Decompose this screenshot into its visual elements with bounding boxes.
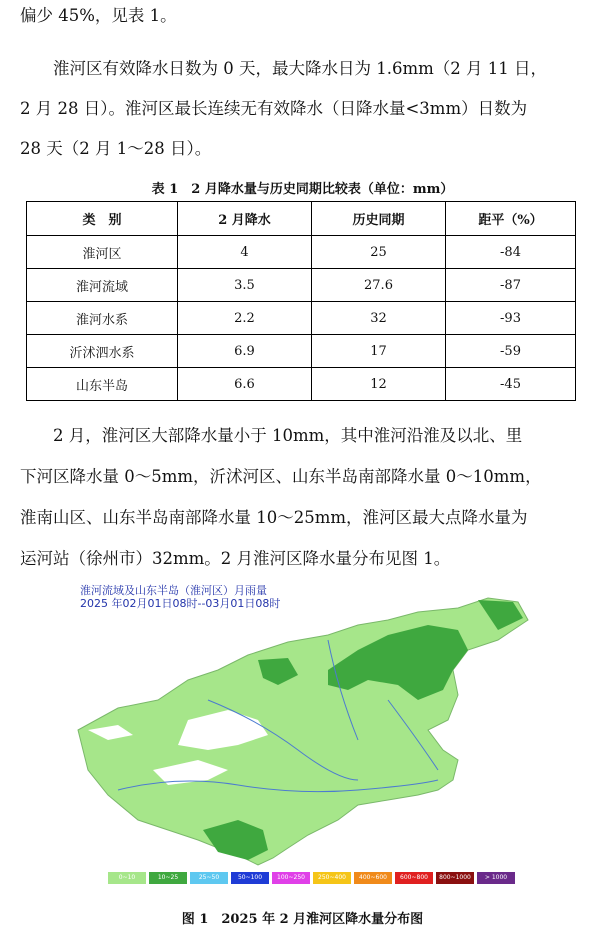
cell: 淮河区 (27, 236, 178, 269)
cell: 沂沭泗水系 (27, 335, 178, 368)
map-title-line1: 淮河流域及山东半岛（淮河区）月雨量 (80, 584, 267, 597)
cell: 淮河水系 (27, 302, 178, 335)
cell: -93 (446, 302, 576, 335)
cell: 12 (312, 368, 446, 401)
cell: -45 (446, 368, 576, 401)
map-title (80, 584, 280, 610)
cell: 4 (178, 236, 312, 269)
cell: 27.6 (312, 269, 446, 302)
text-line: 偏少 45%，见表 1。 (20, 6, 177, 25)
cell: -87 (446, 269, 576, 302)
header-historical: 历史同期 (312, 202, 446, 236)
precipitation-map (58, 580, 538, 892)
map-legend (108, 872, 515, 884)
header-category: 类 别 (27, 202, 178, 236)
cell: 17 (312, 335, 446, 368)
table-row (27, 302, 576, 335)
legend-item: 600~800 (395, 872, 433, 884)
cell: 6.6 (178, 368, 312, 401)
table-row (27, 335, 576, 368)
text-line: 运河站（徐州市）32mm。2 月淮河区降水量分布见图 1。 (20, 549, 451, 568)
legend-item: 0~10 (108, 872, 146, 884)
text-line: 淮河区有效降水日数为 0 天，最大降水日为 1.6mm（2 月 11 日， (53, 59, 547, 78)
cell: -59 (446, 335, 576, 368)
cell: 32 (312, 302, 446, 335)
legend-item: 25~50 (190, 872, 228, 884)
table-row (27, 236, 576, 269)
cell: -84 (446, 236, 576, 269)
legend-item: 50~100 (231, 872, 269, 884)
legend-item: 250~400 (313, 872, 351, 884)
table-header-row (27, 202, 576, 236)
table-row (27, 368, 576, 401)
cell: 6.9 (178, 335, 312, 368)
legend-item: > 1000 (477, 872, 515, 884)
legend-item: 100~250 (272, 872, 310, 884)
cell: 25 (312, 236, 446, 269)
text-line: 2 月，淮河区大部降水量小于 10mm，其中淮河沿淮及以北、里 (53, 426, 523, 445)
map-title-line2: 2025 年02月01日08时--03月01日08时 (80, 597, 281, 610)
cell: 山东半岛 (27, 368, 178, 401)
table-caption: 表 1 2 月降水量与历史同期比较表（单位：mm） (151, 182, 454, 197)
cell: 2.2 (178, 302, 312, 335)
cell: 淮河流域 (27, 269, 178, 302)
legend-item: 10~25 (149, 872, 187, 884)
text-line: 2 月 28 日）。淮河区最长连续无有效降水（日降水量<3mm）日数为 (20, 99, 528, 118)
text-line: 28 天（2 月 1～28 日）。 (20, 139, 212, 158)
text-line: 淮南山区、山东半岛南部降水量 10～25mm，淮河区最大点降水量为 (20, 508, 528, 527)
cell: 3.5 (178, 269, 312, 302)
table-row (27, 269, 576, 302)
precipitation-table (26, 201, 576, 401)
figure-caption: 图 1 2025 年 2 月淮河区降水量分布图 (181, 912, 424, 927)
text-line: 下河区降水量 0～5mm，沂沭河区、山东半岛南部降水量 0～10mm， (20, 467, 542, 486)
legend-item: 800~1000 (436, 872, 474, 884)
legend-item: 400~600 (354, 872, 392, 884)
header-anomaly: 距平（%） (446, 202, 576, 236)
header-feb-precip: 2 月降水 (178, 202, 312, 236)
